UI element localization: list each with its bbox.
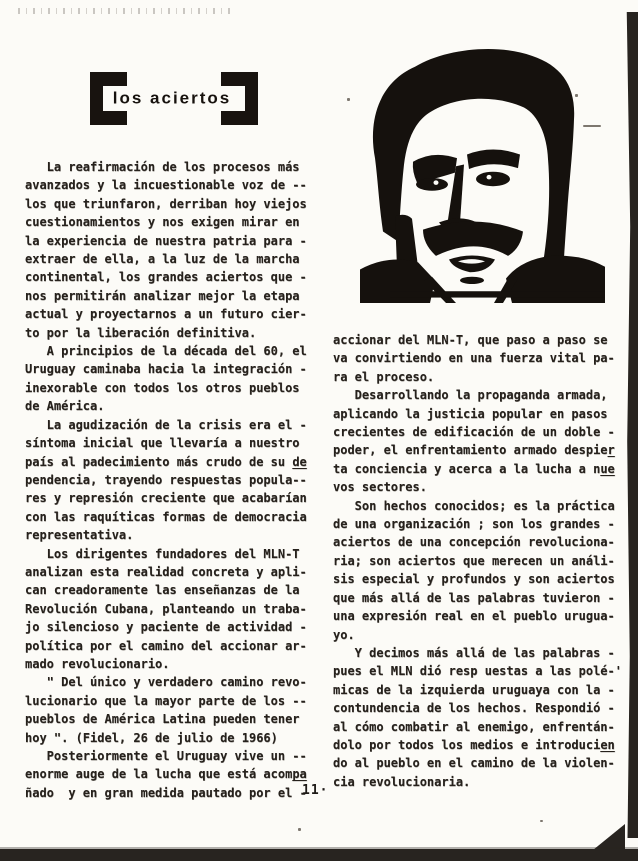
right-text-column bbox=[333, 331, 625, 791]
text-line: hoy ". (Fidel, 26 de julio de 1966) bbox=[25, 730, 278, 745]
text-line: pueblos de América Latina pueden tener bbox=[25, 712, 300, 727]
text-line: jo silencioso y paciente de actividad - bbox=[25, 620, 307, 635]
text-line: A principios de la década del 60, el bbox=[25, 344, 307, 359]
text-line: accionar del MLN-T, que paso a paso se bbox=[333, 333, 608, 347]
text-line: ra el proceso. bbox=[333, 369, 435, 384]
text-line: poder, el enfrentamiento armado despier bbox=[333, 443, 615, 458]
text-line: La reafirmación de los procesos más bbox=[25, 160, 300, 174]
text-line: al cómo combatir al enemigo, enfrentán- bbox=[333, 719, 615, 734]
text-line: yo. bbox=[333, 627, 355, 642]
scan-edge-wedge bbox=[593, 824, 625, 850]
text-line: enorme auge de la lucha que está acompa bbox=[25, 767, 307, 782]
section-title: los aciertos bbox=[112, 88, 232, 108]
text-line: crecientes de edificación de un doble - bbox=[333, 425, 615, 440]
text-line: Son hechos conocidos; es la práctica bbox=[333, 498, 615, 513]
scan-speck bbox=[540, 820, 543, 822]
text-line: va convirtiendo en una fuerza vital pa- bbox=[333, 351, 615, 366]
stencil-portrait-graphic bbox=[360, 45, 605, 303]
text-line: continental, los grandes aciertos que - bbox=[25, 270, 307, 285]
text-line: Y decimos más allá de las palabras - bbox=[333, 645, 615, 660]
text-line: ria; son aciertos que merecen un análi- bbox=[333, 553, 615, 568]
text-line: contundencia de los hechos. Respondió - bbox=[333, 701, 615, 716]
page-number: 11· bbox=[302, 783, 329, 798]
text-line: to por la liberación definitiva. bbox=[25, 325, 257, 340]
scan-edge-strip bbox=[623, 12, 638, 838]
text-line: aciertos de una concepción revoluciona- bbox=[333, 535, 615, 550]
text-line: ta conciencia y acerca a la lucha a nue bbox=[333, 461, 615, 476]
right-bracket-ornament bbox=[221, 72, 258, 125]
portrait-image bbox=[360, 45, 605, 303]
text-line: sis especial y profundos y son aciertos bbox=[333, 572, 615, 587]
text-line: can creadoramente las enseñanzas de la bbox=[25, 583, 300, 598]
text-line: " Del único y verdadero camino revo- bbox=[25, 675, 307, 690]
text-line: aplicando la justicia popular en pasos bbox=[333, 406, 608, 421]
text-line: síntoma inicial que llevaría a nuestro bbox=[25, 436, 300, 451]
text-line: política por el camino del accionar ar- bbox=[25, 638, 307, 653]
left-text-column bbox=[25, 158, 325, 802]
text-line: los que triunfaron, derriban hoy viejos bbox=[25, 196, 307, 211]
text-line: que más allá de las palabras tuvieron - bbox=[333, 590, 615, 605]
text-line: pendencia, trayendo respuestas popula-- bbox=[25, 472, 307, 487]
text-line: La agudización de la crisis era el - bbox=[25, 417, 307, 432]
text-line: mado revolucionario. bbox=[25, 656, 170, 671]
text-line: dolo por todos los medios e introducien bbox=[333, 737, 615, 752]
text-line: nos permitirán analizar mejor la etapa bbox=[25, 288, 300, 303]
scan-speck bbox=[298, 828, 301, 831]
text-line: Uruguay caminaba hacia la integración - bbox=[25, 362, 307, 377]
text-line: cuestionamientos y nos exigen mirar en bbox=[25, 215, 300, 230]
text-line: pues el MLN dió resp uestas a las polé-' bbox=[333, 664, 622, 679]
section-title-block bbox=[90, 72, 258, 125]
text-line: Desarrollando la propaganda armada, bbox=[333, 388, 608, 403]
text-line: res y represión creciente que acabarían bbox=[25, 491, 307, 506]
scan-bottom-bar bbox=[0, 849, 638, 861]
text-line: representativa. bbox=[25, 528, 134, 543]
text-line: lucionario que la mayor parte de los -- bbox=[25, 693, 307, 708]
text-line: ñado y en gran medida pautado por el - bbox=[25, 785, 307, 800]
text-line: con las raquíticas formas de democracia bbox=[25, 509, 307, 524]
text-line: una expresión real en el pueblo urugua- bbox=[333, 609, 615, 624]
text-line: micas de la izquierda uruguaya con la - bbox=[333, 682, 615, 697]
scan-speck bbox=[347, 98, 350, 101]
text-line: vos sectores. bbox=[333, 480, 427, 495]
text-line: do al pueblo en el camino de la violen- bbox=[333, 756, 615, 771]
text-line: inexorable con todos los otros pueblos bbox=[25, 380, 300, 395]
text-line: de una organización ; son los grandes - bbox=[333, 517, 615, 532]
text-line: Los dirigentes fundadores del MLN-T bbox=[25, 546, 300, 561]
text-line: país al padecimiento más crudo de su de bbox=[25, 454, 307, 469]
text-line: avanzados y la incuestionable voz de -- bbox=[25, 178, 307, 193]
text-line: analizan esta realidad concreta y apli- bbox=[25, 564, 307, 579]
text-line: cia revolucionaria. bbox=[333, 774, 471, 789]
text-line: de América. bbox=[25, 399, 105, 414]
text-line: la experiencia de nuestra patria para - bbox=[25, 233, 307, 248]
text-line: actual y proyectarnos a un futuro cier- bbox=[25, 307, 307, 322]
text-line: Revolución Cubana, planteando un traba- bbox=[25, 601, 307, 616]
scan-noise-row bbox=[18, 8, 236, 14]
text-line: extraer de ella, a la luz de la marcha bbox=[25, 252, 300, 267]
text-line: Posteriormente el Uruguay vive un -- bbox=[25, 749, 307, 763]
